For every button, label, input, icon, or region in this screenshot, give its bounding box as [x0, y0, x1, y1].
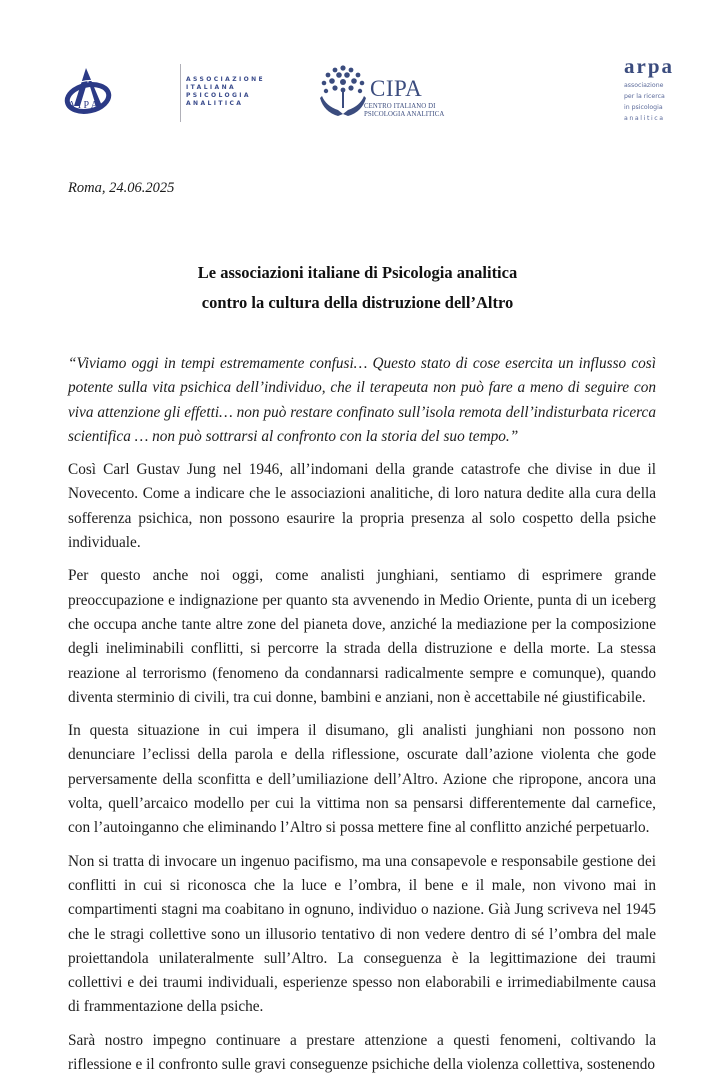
body-paragraph: In questa situazione in cui impera il disumano, gli analisti junghiani non possono non denunciare l’eclissi della parola e della riflessione, oscurate dall’azione violenta che gode perversamente della sconfitta e dell’umiliazione dell’Altro. Azione che ripropone, ancora una volta, quell’arcaico modello per cui la vittima non sa pensarsi differentemente dal carnefice, con l’autoinganno che eliminando l’Altro si possa mettere fine al conflitto anziché perpetuarlo. — [68, 722, 656, 837]
title-line: Le associazioni italiane di Psicologia analitica — [197, 263, 518, 282]
jung-quote: “Viviamo oggi in tempi estremamente confusi… Questo stato di cose esercita un influsso così potente sulla vita psichica dell’individuo, che il terapeuta non può fare a meno di seguire con viva attenzione gli effetti… non può restare confinato sull’isola remota dell’indisturbata ricerca scientifica … non può sottrarsi al confronto con la storia del suo tempo.” — [68, 355, 656, 445]
body-paragraph: Così Carl Gustav Jung nel 1946, all’indomani della grande catastrofe che divise in due il Novecento. Come a indicare che le associazioni analitiche, di loro natura dedite alla cura della sofferenza psichica, non possono esaurire la propria presenza al solo cospetto della psiche individuale. — [68, 461, 656, 552]
title-line: contro la cultura della distruzione dell’Altro — [201, 293, 514, 312]
arpa-logo — [624, 54, 704, 144]
document-title — [0, 258, 715, 318]
aipa-line: ITALIANA — [186, 84, 237, 91]
aipa-wordmark — [186, 76, 265, 108]
body-paragraph: Per questo anche noi oggi, come analisti junghiani, sentiamo di esprimere grande preoccupazione e indignazione per quanto sta avvenendo in Medio Oriente, punta di un iceberg che occupa anche tante altre zone del pianeta dove, anziché la mediazione per la composizione degli ineliminabili conflitti, si percorre la strada della distruzione e della morte. La stessa reazione al terrorismo (fenomeno da condannarsi radicalmente sempre e comunque), quando diventa sterminio di civili, tra cui donne, bambini e anziani, non è accettabile né giustificabile. — [68, 567, 656, 706]
logo-divider — [180, 64, 181, 122]
arpa-name: arpa — [624, 54, 674, 78]
aipa-line: ANALITICA — [186, 100, 244, 107]
arpa-subtitle — [624, 80, 704, 124]
cipa-subtitle — [364, 103, 444, 119]
aipa-emblem-icon — [64, 66, 112, 114]
cipa-line: PSICOLOGIA ANALITICA — [364, 111, 445, 118]
body-paragraph: Sarà nostro impegno continuare a prestare attenzione a questi fenomeni, coltivando la riflessione e il confronto sulle gravi conseguenze psichiche della violenza collettiva, sostenendo — [68, 1031, 656, 1074]
arpa-line: analitica — [624, 115, 665, 122]
letterhead — [0, 0, 715, 150]
aipa-line: ASSOCIAZIONE — [186, 76, 266, 83]
cipa-name: CIPA — [370, 76, 423, 101]
cipa-line: CENTRO ITALIANO DI — [364, 103, 436, 110]
arpa-line: in psicologia — [624, 104, 663, 111]
body-paragraph: Non si tratta di invocare un ingenuo pacifismo, ma una consapevole e responsabile gestione dei conflitti in cui si riconosca che la luce e l’ombra, il bene e il male, non vivono mai in compartimenti stagni ma coabitano in ognuno, individuo o nazione. Già Jung scriveva nel 1945 che le stragi collettive sono un illusorio tentativo di non vedere dentro di sé l’ombra del male proiettandola unilateralmente sull’Altro. La conseguenza è la legittimazione dei traumi collettivi e dei traumi individuali, esperienze spesso non elaborabili e irrimediabilmente causa di frammentazione della psiche. — [68, 852, 656, 1016]
cipa-logo — [316, 62, 456, 124]
document-date: Roma, 24.06.2025 — [68, 180, 175, 196]
aipa-mark-letters: AIPA — [68, 100, 101, 111]
arpa-line: associazione — [624, 82, 664, 89]
aipa-logo — [64, 62, 266, 122]
arpa-line: per la ricerca — [624, 93, 665, 100]
document-body — [68, 352, 656, 1086]
aipa-line: PSICOLOGIA — [186, 92, 251, 99]
tree-hands-icon — [316, 62, 370, 120]
